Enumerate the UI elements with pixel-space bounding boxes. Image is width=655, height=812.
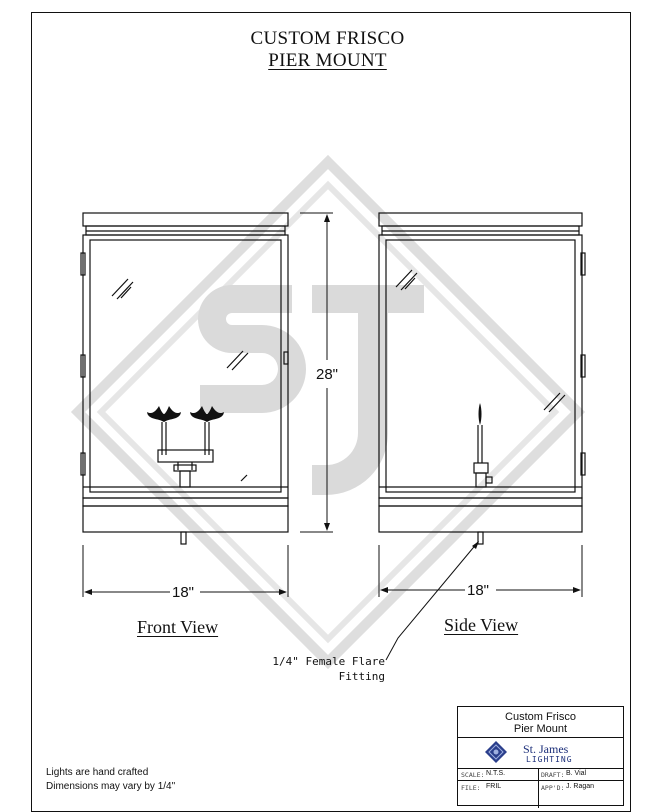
draft-value: B. Vial — [566, 770, 587, 777]
side-width-dimension-label: 18" — [467, 582, 490, 599]
front-view-label: Front View — [137, 617, 219, 637]
scale-value: N.T.S. — [486, 770, 506, 777]
title-block-divider — [458, 768, 623, 769]
sj-diamond-watermark-icon — [78, 162, 578, 662]
appd-label: APP'D: — [541, 784, 565, 792]
drawing-subtitle — [0, 50, 655, 72]
side-flame-icon — [479, 403, 482, 425]
fitting-callout — [270, 654, 385, 684]
file-value: FRIL — [486, 783, 502, 790]
title-block-name — [458, 711, 623, 735]
title-block-name-line2: Pier Mount — [513, 723, 568, 735]
appd-value: J. Ragan — [566, 783, 595, 790]
title-block-name-line1: Custom Frisco — [505, 711, 576, 723]
brand-subtitle: LIGHTING — [526, 755, 573, 764]
title-block-divider — [458, 780, 623, 781]
note-dimensions: Dimensions may vary by 1/4" — [46, 781, 176, 792]
flame-icon — [147, 406, 224, 422]
drawing-title: CUSTOM FRISCO — [250, 28, 405, 49]
scale-label: SCALE: — [461, 771, 485, 779]
height-dimension-label: 28" — [316, 366, 339, 383]
fitting-callout-line2: Fitting — [338, 670, 385, 683]
note-hand-crafted: Lights are hand crafted — [46, 767, 149, 778]
front-width-dimension-label: 18" — [172, 584, 195, 601]
side-view-drawing — [379, 213, 585, 544]
fitting-callout-line1: 1/4" Female Flare — [272, 655, 385, 668]
file-label: FILE: — [461, 784, 481, 792]
st-james-logo-icon — [485, 741, 507, 763]
side-view-label: Side View — [444, 615, 519, 635]
draft-label: DRAFT: — [541, 771, 565, 779]
drawing-subtitle-text: PIER MOUNT — [268, 50, 387, 71]
title-block-divider — [458, 737, 623, 738]
brand-name: St. James — [523, 742, 569, 756]
title-block-column-divider — [538, 768, 539, 808]
title-block — [457, 706, 624, 806]
